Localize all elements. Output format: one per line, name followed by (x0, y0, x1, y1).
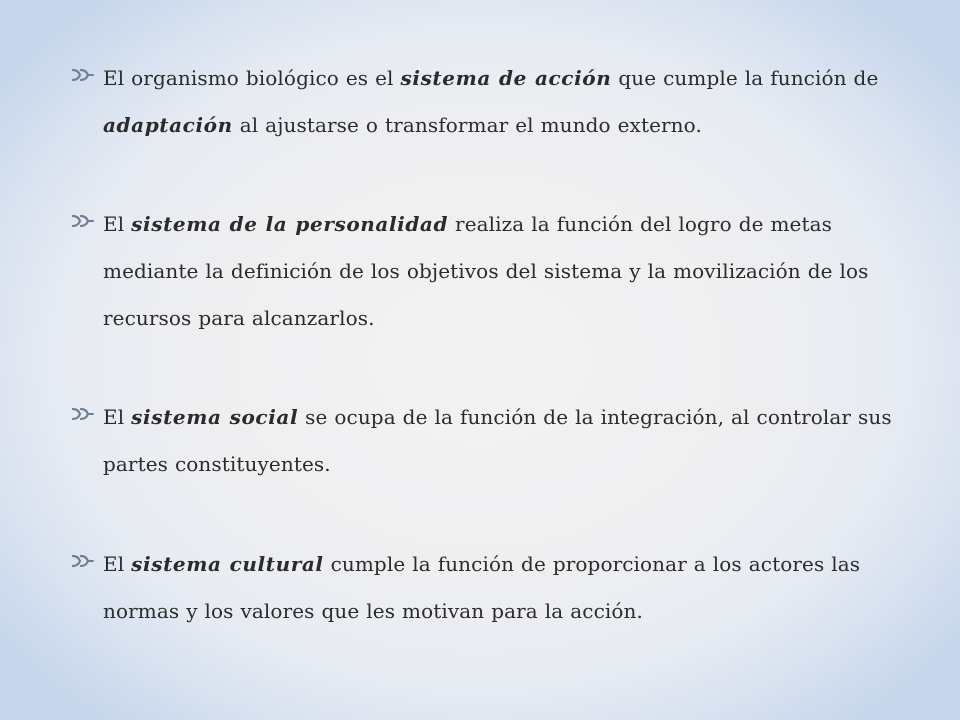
text-segment: cumple la función de proporcionar a los actores las normas y los valores que les motivan para la acción. (103, 552, 861, 623)
bullet-item (70, 201, 905, 342)
text-segment: El (103, 212, 132, 236)
text-segment: El (103, 405, 132, 429)
bullet-text (103, 55, 905, 149)
text-segment: al ajustarse o transformar el mundo externo. (232, 113, 702, 137)
emphasized-term: sistema social (131, 405, 299, 429)
text-segment: se ocupa de la función de la integración, al controlar sus partes constituyentes. (103, 405, 892, 476)
emphasized-term: sistema de acción (400, 66, 612, 90)
text-segment: El (103, 552, 132, 576)
emphasized-term: sistema cultural (131, 552, 324, 576)
bullet-text (103, 541, 905, 635)
double-curly-quote-arrow-icon (72, 554, 94, 568)
bullet-text (103, 201, 905, 342)
emphasized-term: adaptación (103, 113, 233, 137)
emphasized-term: sistema de la personalidad (131, 212, 449, 236)
double-curly-quote-arrow-icon (72, 68, 94, 82)
bullet-item (70, 541, 905, 635)
double-curly-quote-arrow-icon (72, 407, 94, 421)
text-segment: que cumple la función de (611, 66, 879, 90)
bullet-item (70, 394, 905, 488)
text-segment: realiza la función del logro de metas mediante la definición de los objetivos del sistema y la movilización de los recursos para alcanzarlos. (103, 212, 869, 330)
bullet-text (103, 394, 905, 488)
text-segment: El organismo biológico es el (103, 66, 401, 90)
double-curly-quote-arrow-icon (72, 214, 94, 228)
bullet-item (70, 55, 905, 149)
